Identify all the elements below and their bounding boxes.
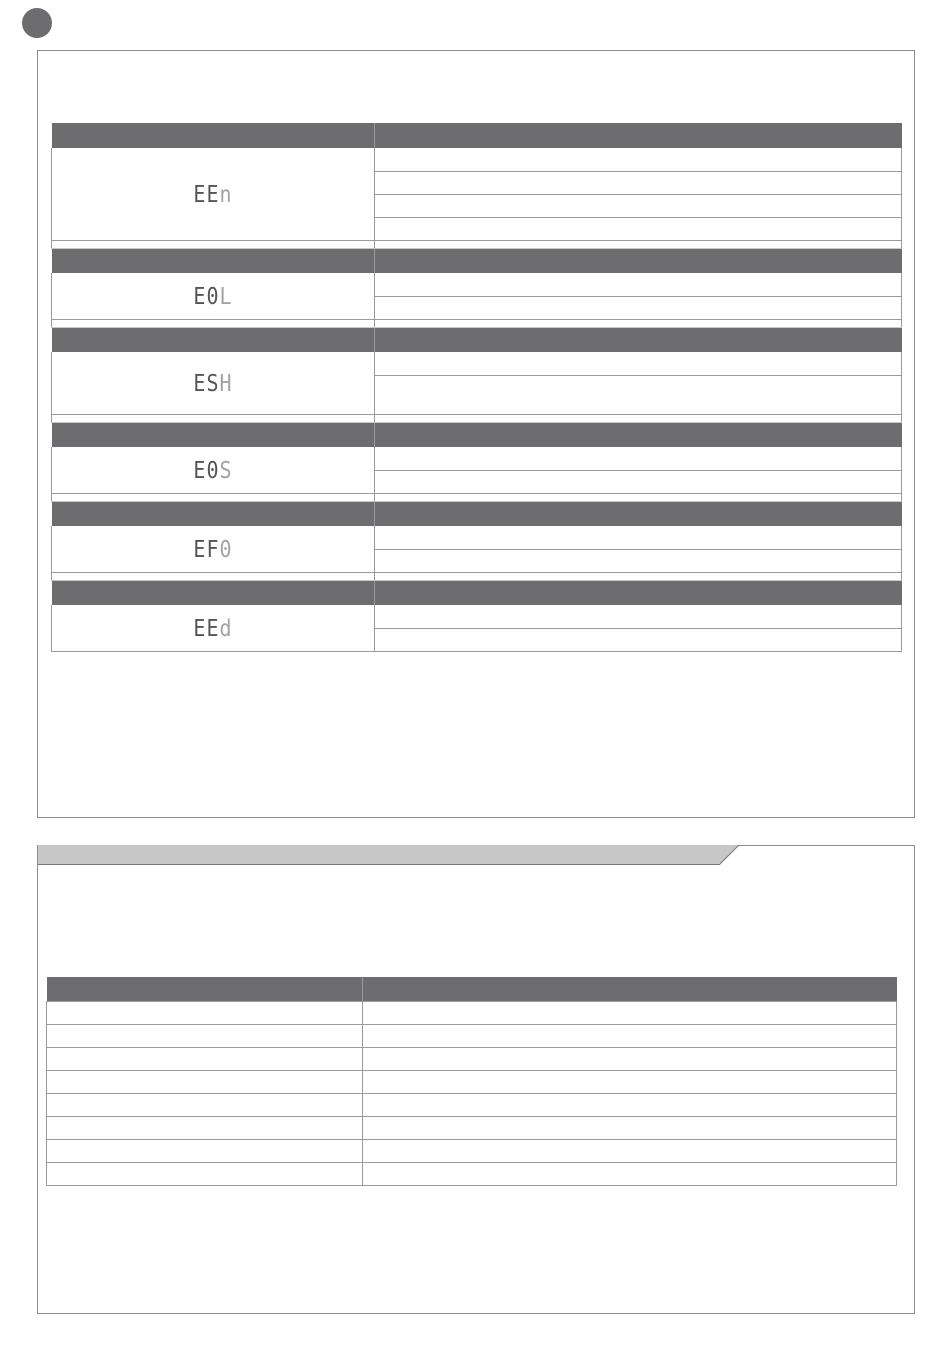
seven-segment-code: EEd [193, 613, 233, 642]
table-row [52, 148, 902, 171]
table-row [47, 1047, 897, 1070]
table-row [52, 605, 902, 628]
section-title-bar [38, 845, 738, 865]
seven-segment-code: E0S [193, 455, 233, 484]
table-header-row [52, 501, 902, 526]
table-header-row [52, 123, 902, 148]
table-row [47, 1001, 897, 1024]
table-header-row [47, 977, 897, 1001]
seven-segment-code: ESH [193, 368, 233, 397]
table-row [47, 1024, 897, 1047]
table-header-row [52, 580, 902, 605]
title-bar-slant [720, 845, 746, 865]
table-row [52, 273, 902, 296]
table-row [52, 352, 902, 375]
seven-segment-code: EEn [193, 179, 233, 208]
error-codes-table [51, 123, 902, 652]
table-row [47, 1093, 897, 1116]
page-section-marker [22, 8, 52, 38]
code-display-cell [52, 605, 375, 651]
code-display-cell [52, 352, 375, 414]
seven-segment-code: E0L [193, 281, 233, 310]
table-row [47, 1116, 897, 1139]
code-display-cell [52, 148, 375, 240]
table-row [47, 1070, 897, 1093]
table-row [47, 1162, 897, 1185]
table-row [47, 1139, 897, 1162]
table-header-row [52, 422, 902, 447]
table-header-row [52, 327, 902, 352]
seven-segment-code: EF0 [193, 534, 233, 563]
table-row [52, 447, 902, 470]
table-header-row [52, 248, 902, 273]
code-display-cell [52, 526, 375, 572]
code-display-cell [52, 273, 375, 319]
code-display-cell [52, 447, 375, 493]
parameters-table [46, 977, 897, 1186]
table-row [52, 526, 902, 549]
